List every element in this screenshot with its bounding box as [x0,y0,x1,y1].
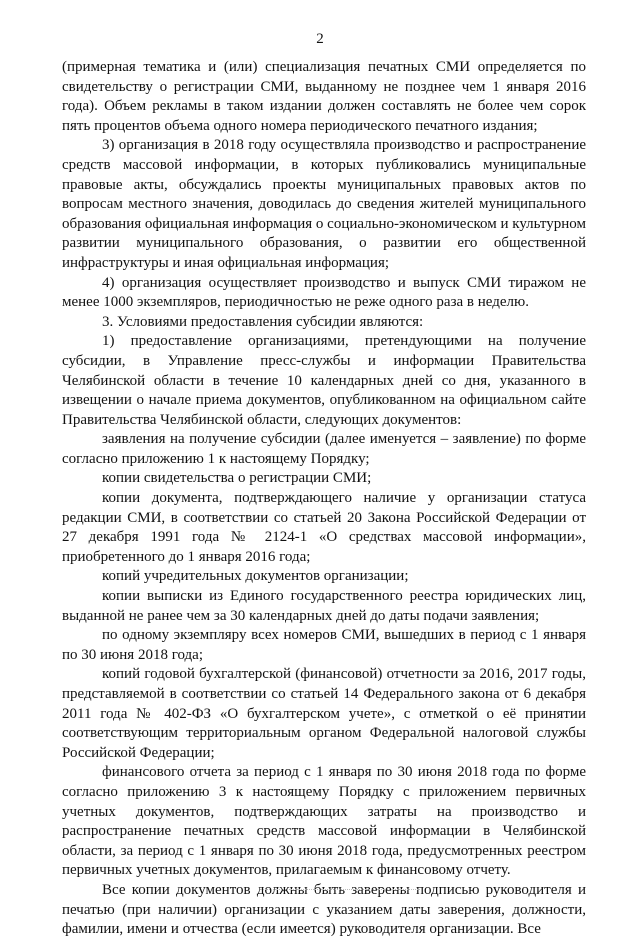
paragraph-registration-copy: копии свидетельства о регистрации СМИ; [102,470,372,487]
scan-artifact [260,885,420,890]
paragraph-item-4: 4) организация осуществляет производство и выпуск СМИ тиражом не менее 1000 экземпляров, периодичностью не реже одного раза в неделю. [62,274,586,311]
paragraph-certification: Все копии документов должны быть заверены подписью руководителя и печатью (при наличии) организации с указанием даты заверения, должности, фамилии, имени и отчества (если имеется) руководителя организации. Все [62,881,586,938]
paragraph-continuation: (примерная тематика и (или) специализация печатных СМИ определяется по свидетельству о регистрации СМИ, выданному не позднее чем 1 января 2016 года). Объем рекламы в таком издании должен составлять не более чем сорок пять процентов объема одного номера периодического печатного издания; [62,59,586,134]
paragraph-founding-docs: копий учредительных документов организации; [102,568,409,585]
paragraph-application: заявления на получение субсидии (далее именуется – заявление) по форме согласно приложению 1 к настоящему Порядку; [62,431,586,467]
paragraph-accounting-report: копий годовой бухгалтерской (финансовой) отчетности за 2016, 2017 годы, представляемой в соответствии со статьей 14 Федерального закона от 6 декабря 2011 года № 402-ФЗ «О бухгалтерском учете», с отметкой о её принятии соответствующим территориальным органом Федеральной налоговой службы Российской Федерации; [62,666,586,761]
paragraph-editorial-status: копии документа, подтверждающего наличие у организации статуса редакции СМИ, в соответствии со статьей 20 Закона Российской Федерации от 27 декабря 1991 года № 2124-1 «О средствах массовой информации», приобретенного до 1 января 2016 года; [62,490,586,565]
paragraph-subitem-1: 1) предоставление организациями, претендующими на получение субсидии, в Управление пресс-службы и информации Правительства Челябинской области в течение 10 календарных дней со дня, указанного в извещении о начале приема документов, опубликованном на официальном сайте Правительства Челябинской области, следующих документов: [62,333,586,428]
paragraph-registry-extract: копии выписки из Единого государственного реестра юридических лиц, выданной не ранее чем за 30 календарных дней до даты подачи заявления; [62,588,586,624]
page-number: 2 [316,31,324,47]
document-body [62,58,586,940]
section-3-heading: 3. Условиями предоставления субсидии являются: [102,313,424,330]
paragraph-financial-report: финансового отчета за период с 1 января по 30 июня 2018 года по форме согласно приложению 3 к настоящему Порядку с приложением первичных учетных документов, подтверждающих затраты на производство и распространение печатных средств массовой информации в Челябинской области, за период с 1 января по 30 июня 2018 года, предусмотренных реестром первичных учетных документов, прилагаемым к финансовому отчету. [62,764,586,879]
paragraph-issues-copy: по одному экземпляру всех номеров СМИ, вышедших в период с 1 января по 30 июня 2018 года; [62,627,586,663]
paragraph-item-3: 3) организация в 2018 году осуществляла производство и распространение средств массовой информации, в которых публиковались муниципальные правовые акты, обсуждались проекты муниципальных правовых актов по вопросам местного значения, доводилась до сведения жителей муниципального образования официальная информация о социально-экономическом и культурном развитии муниципального образования, о развитии его общественной инфраструктуры и иная официальная информация; [62,137,587,271]
